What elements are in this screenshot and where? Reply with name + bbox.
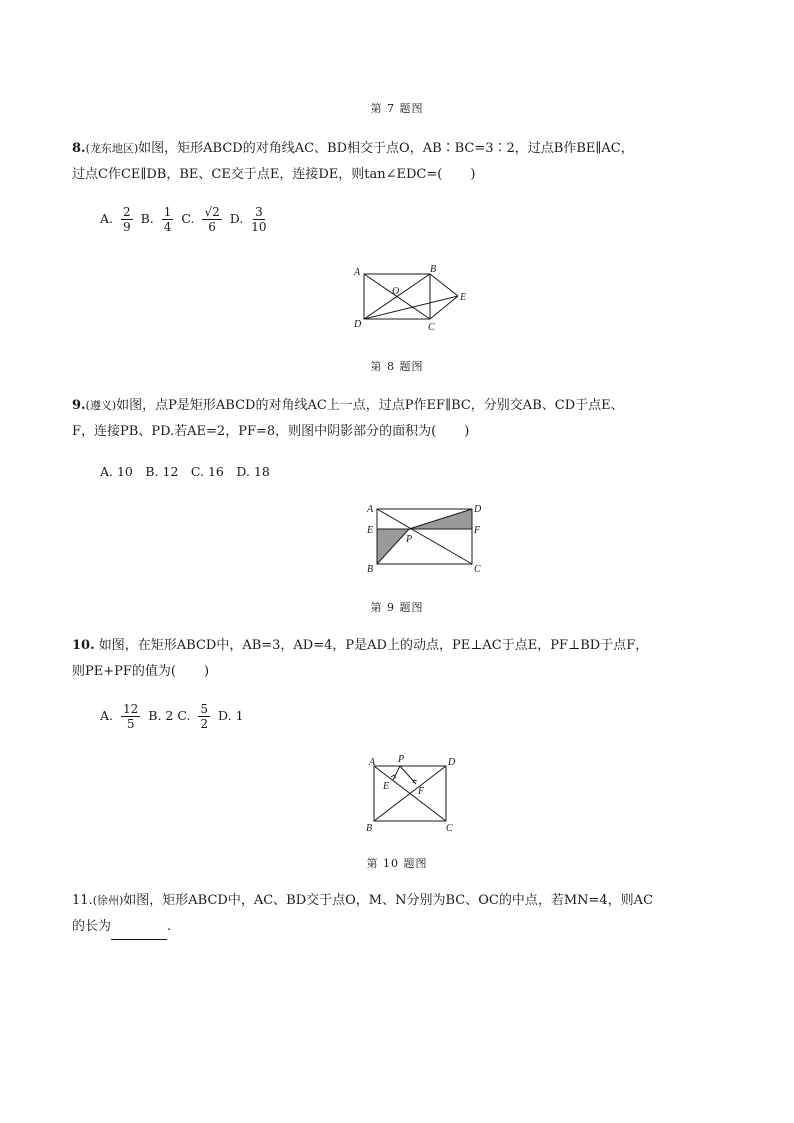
figure-10-diagram <box>358 752 468 838</box>
label-e: E <box>460 292 467 303</box>
question-9-text-2: F，连接PB、PD.若AE=2，PF=8，则图中阴影部分的面积为( <box>72 424 437 439</box>
question-9-line-2 <box>72 419 722 445</box>
option-a-fraction <box>121 702 140 731</box>
option-d-fraction <box>251 205 266 234</box>
option-b: B. 2 <box>148 708 174 723</box>
question-8-text-2: 过点C作CE∥DB，BE、CE交于点E，连接DE，则tan∠EDC=( <box>72 167 443 182</box>
option-c-fraction <box>202 205 221 234</box>
question-9-close-paren: ) <box>464 424 470 439</box>
option-b: B. <box>140 211 154 226</box>
question-11-text-2: 的长为 <box>72 919 112 934</box>
label-a: A <box>367 504 374 515</box>
option-c-denominator: 6 <box>208 220 216 234</box>
option-a-numerator: 12 <box>123 702 139 716</box>
option-b-fraction <box>162 205 174 234</box>
label-p: P <box>406 534 413 545</box>
option-c: C. <box>181 211 195 226</box>
option-c: C. <box>177 708 191 723</box>
label-c: C <box>428 322 435 333</box>
label-o: O <box>392 286 400 297</box>
segment-be <box>430 274 458 296</box>
option-c-fraction <box>198 702 210 731</box>
question-10-number: 10. <box>72 638 95 653</box>
question-11-number: 11. <box>72 893 93 908</box>
question-9 <box>72 393 722 445</box>
question-10 <box>72 633 722 685</box>
question-9-line-1 <box>72 393 722 419</box>
option-c-numerator: 5 <box>200 702 209 716</box>
question-11-end: . <box>167 919 172 934</box>
question-9-text-1: 如图，点P是矩形ABCD的对角线AC上一点，过点P作EF∥BC，分别交AB、CD于点E、 <box>116 398 624 413</box>
label-a: A <box>354 267 361 278</box>
question-10-options <box>100 702 244 731</box>
label-d: D <box>448 757 456 768</box>
option-c-denominator: 2 <box>200 717 209 731</box>
question-10-line-1 <box>72 633 722 659</box>
label-p: P <box>398 754 405 765</box>
question-9-number: 9. <box>72 398 86 413</box>
option-b-numerator: 1 <box>163 205 172 219</box>
figure-7-caption: 第 7 题图 <box>370 102 424 115</box>
option-a-fraction <box>121 205 133 234</box>
question-8-line-2 <box>72 162 722 188</box>
figure-9-diagram <box>360 500 490 576</box>
question-8-options <box>100 205 271 234</box>
question-11-source: (徐州) <box>92 894 124 907</box>
label-f: F <box>474 525 481 536</box>
figure-8-caption: 第 8 题图 <box>370 360 424 373</box>
option-a-numerator: 2 <box>123 205 131 219</box>
label-d: D <box>354 319 362 330</box>
option-d: D. 1 <box>218 708 244 723</box>
question-9-options: A. 10 B. 12 C. 16 D. 18 <box>100 464 270 479</box>
question-10-line-2 <box>72 659 722 685</box>
segment-pe <box>393 766 400 780</box>
question-11-line-2 <box>72 914 722 940</box>
label-e: E <box>367 525 374 536</box>
option-a-denominator: 9 <box>123 220 131 234</box>
label-c: C <box>446 823 453 834</box>
figure-10-caption: 第 10 题图 <box>366 857 428 870</box>
question-10-text-2: 则PE+PF的值为( <box>72 664 176 679</box>
question-8-source: (龙东地区) <box>85 142 139 155</box>
label-c: C <box>474 564 481 575</box>
option-c-numerator: √2 <box>204 205 220 219</box>
option-a: A. <box>100 708 114 723</box>
question-10-text-1: 如图，在矩形ABCD中，AB=3，AD=4，P是AD上的动点，PE⊥AC于点E，PF⊥BD于点F， <box>98 638 649 653</box>
option-a-denominator: 5 <box>126 717 135 731</box>
question-8-number: 8. <box>72 141 86 156</box>
question-8-text-1: 如图，矩形ABCD的对角线AC、BD相交于点O，AB∶BC=3∶2，过点B作BE∥AC， <box>138 141 634 156</box>
question-9-source: (遵义) <box>85 399 117 412</box>
option-d-denominator: 10 <box>251 220 267 234</box>
label-d: D <box>474 504 482 515</box>
option-d: D. <box>229 211 244 226</box>
question-10-close-paren: ) <box>203 664 210 679</box>
question-11-text-1: 如图，矩形ABCD中，AC、BD交于点O，M、N分别为BC、OC的中点，若MN=4，则AC <box>123 893 654 908</box>
label-b: B <box>366 823 373 834</box>
label-b: B <box>430 264 437 275</box>
option-a: A. <box>100 211 114 226</box>
question-8-close-paren: ) <box>470 167 476 182</box>
answer-blank[interactable] <box>111 923 167 940</box>
figure-8-diagram <box>350 262 480 334</box>
option-b-denominator: 4 <box>163 220 172 234</box>
question-8 <box>72 136 722 188</box>
question-11-line-1 <box>72 888 722 914</box>
label-f: F <box>418 786 425 797</box>
label-b: B <box>367 564 374 575</box>
label-a: A <box>369 757 376 768</box>
label-e: E <box>383 781 390 792</box>
question-11 <box>72 888 722 940</box>
question-8-line-1 <box>72 136 722 162</box>
figure-9-caption: 第 9 题图 <box>370 601 424 614</box>
option-d-numerator: 3 <box>255 205 263 219</box>
